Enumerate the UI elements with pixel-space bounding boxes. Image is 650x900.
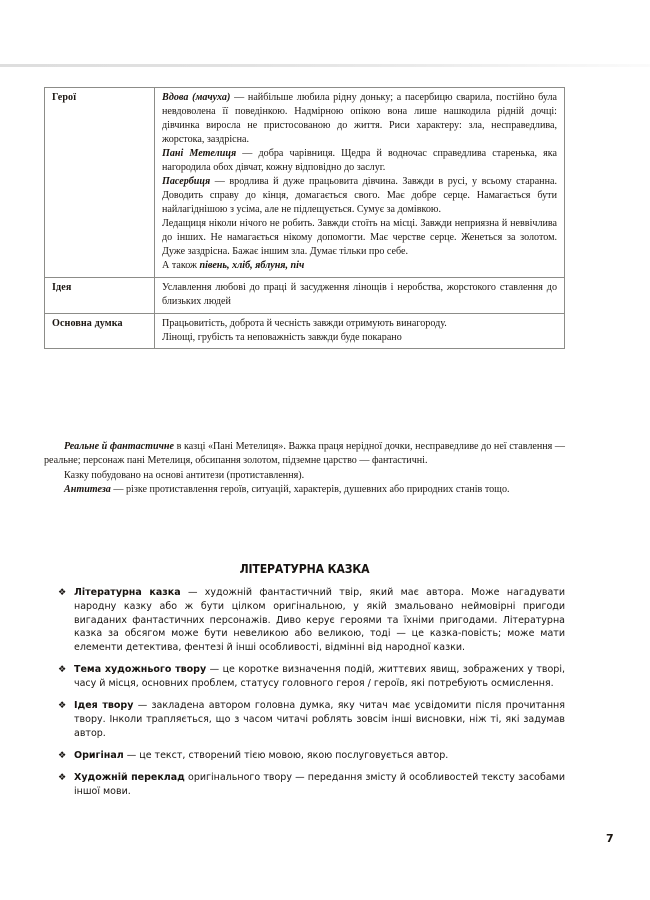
prose-body: в казці «Пані Метелиця». Важка праця нерідної дочки, несправедливе до неї ставлення — реальне; персонаж пані Метелиця, обсипання золотом, підземне царство — фантастичні. <box>44 441 565 467</box>
definition-term: Літературна казка <box>74 587 181 598</box>
main-thought-line: Працьовитість, доброта й чесність завжди отримують винагороду. <box>162 317 447 329</box>
diamond-bullet-icon: ❖ <box>58 700 67 712</box>
diamond-bullet-icon: ❖ <box>58 587 67 598</box>
character-description <box>162 91 557 147</box>
table-row-label: Герої <box>45 88 155 278</box>
scan-edge-line <box>0 64 650 67</box>
definition-text <box>74 663 565 691</box>
character-body: вродлива й дуже працьовита дівчина. Завжди в русі, у всьому старанна. Доводить справу до кінця, домагається свого. Має добре серце. Намагається бути найлагіднішою з усіма, але не підлещується. Сумує за домівкою. <box>162 175 557 215</box>
prose-lead-term: Антитеза <box>64 484 111 496</box>
list-item <box>44 663 565 691</box>
definition-text <box>74 586 565 655</box>
character-name: Вдова (мачуха) <box>162 92 231 103</box>
dash: — <box>210 175 230 187</box>
table-row-label: Основна думка <box>45 313 155 349</box>
section-heading: ЛІТЕРАТУРНА КАЗКА <box>239 561 370 576</box>
definition-body: — це текст, створений тією мовою, якою послуговується автор. <box>123 750 449 762</box>
definition-list <box>44 586 565 807</box>
prose-body: Казку побудовано на основі антитези (протиставлення). <box>64 469 305 481</box>
dash: — <box>236 147 259 159</box>
character-name: Пані Метелиця <box>162 147 237 159</box>
definition-term: Ідея твору <box>74 700 134 712</box>
idea-text: Уславлення любові до праці й засудження лінощів і неробства, жорстокого ставлення до близьких людей <box>162 281 557 307</box>
character-description <box>162 217 557 259</box>
prose-commentary <box>44 440 565 498</box>
character-body: добра чарівниця. Щедра й водночас справедлива старенька, яка нагородила обох дівчат, кожну відповідно до заслуг. <box>162 147 558 173</box>
prose-paragraph <box>44 440 565 468</box>
fairy-tale-analysis-table <box>44 87 565 349</box>
list-item <box>44 749 565 763</box>
list-item <box>44 771 565 799</box>
table-row <box>45 277 565 313</box>
list-item <box>44 586 565 655</box>
additional-characters-list: півень, хліб, яблуня, піч <box>199 259 305 271</box>
diamond-bullet-icon: ❖ <box>58 750 67 762</box>
definition-text <box>74 699 565 740</box>
prose-lead-term: Реальне й фантастичне <box>64 441 174 452</box>
character-description <box>162 147 557 175</box>
character-body: Ледащиця ніколи нічого не робить. Завжди стоїть на місці. Завжди неприязна й неввічлива до інших. Не намагається нікому допомогти. Має черстве серце. Женеться за золотом. Дуже заздрісна. Бажає іншим зла. Думає тільки про себе. <box>162 217 557 257</box>
table-row <box>45 88 565 278</box>
additional-characters <box>162 259 557 273</box>
prose-body: — різке протиставлення героїв, ситуацій, характерів, душевних або природних станів тощо. <box>110 484 510 496</box>
prose-paragraph <box>44 469 565 483</box>
table-row <box>45 313 565 349</box>
definition-term: Тема художнього твору <box>74 664 207 676</box>
table-row-content <box>155 313 565 349</box>
definition-body: — закладена автором головна думка, яку читач має усвідомити після прочитання твору. Інколи трапляється, що з часом читачі роблять зовсім інші висновки, ніж ті, які задумав автор. <box>74 700 565 739</box>
page-number: 7 <box>606 832 614 845</box>
table-row-content <box>155 277 565 313</box>
definition-body: оригінального твору — передання змісту й особливостей тексту засобами іншої мови. <box>74 772 565 798</box>
additional-characters-prefix: А також <box>162 259 200 271</box>
definition-text <box>74 771 565 799</box>
list-item <box>44 699 565 740</box>
character-description <box>162 175 557 217</box>
diamond-bullet-icon: ❖ <box>58 664 67 676</box>
definition-term: Художній переклад <box>74 772 185 784</box>
definition-body: — це коротке визначення подій, життєвих явищ, зображених у творі, часу й місця, основних проблем, статусу головного героя / героїв, які потребують осмислення. <box>74 664 565 690</box>
main-thought-line: Лінощі, грубість та неповажність завжди буде покарано <box>162 331 402 343</box>
definition-text <box>74 749 565 763</box>
table-row-content <box>155 88 565 278</box>
table-row-label: Ідея <box>45 277 155 313</box>
prose-paragraph <box>44 483 565 497</box>
definition-term: Оригінал <box>74 750 124 762</box>
dash: — <box>230 92 248 103</box>
character-name: Пасербиця <box>162 175 211 187</box>
diamond-bullet-icon: ❖ <box>58 772 67 784</box>
character-body: найбільше любила рідну доньку; а пасербицю сварила, постійно була невдоволена її поведінкою. Надмірною опікою вона лише нашкодила рідній дочці: дівчинка виросла не пристосованою до життя. Риси характеру: зла, несправедлива, жорстока, заздрісна. <box>162 92 557 145</box>
definition-body: — художній фантастичний твір, який має автора. Може нагадувати народну казку або ж бути цілком оригінальною, у якій змальовано неймовірні пригоди вигаданих фантастичних персонажів. Диво керує героями та їхніми пригодами. Літературна казка за обсягом може бути невеликою або великою, тоді — це казка-повість; може мати елементи детектива, фентезі й інші особливості, відмінні від народної казки. <box>74 587 565 654</box>
